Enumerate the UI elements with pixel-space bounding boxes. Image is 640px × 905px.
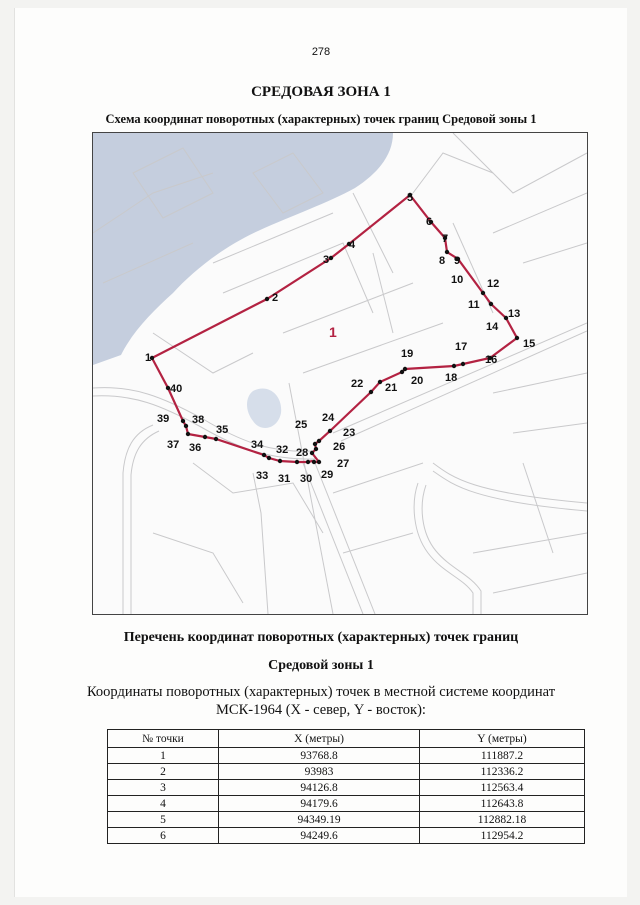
cell-y: 112954.2	[420, 828, 585, 844]
point-label: 11	[468, 299, 480, 311]
point-label: 36	[189, 442, 202, 454]
point-label: 39	[157, 413, 170, 425]
point-label: 23	[343, 427, 356, 439]
point-marker	[369, 390, 373, 394]
cell-y: 112563.4	[420, 780, 585, 796]
page-title: СРЕДОВАЯ ЗОНА 1	[251, 84, 391, 100]
point-marker	[262, 453, 266, 457]
point-marker	[481, 291, 485, 295]
table-row	[108, 796, 585, 812]
point-marker	[265, 297, 269, 301]
table-row	[108, 764, 585, 780]
point-label: 30	[300, 473, 313, 485]
point-marker	[203, 435, 207, 439]
cell-x: 94126.8	[219, 780, 420, 796]
water-body	[93, 133, 393, 365]
point-label: 5	[407, 192, 414, 204]
point-label: 34	[251, 439, 264, 451]
scheme-subtitle: Схема координат поворотных (характерных) точек границ Средовой зоны 1	[105, 112, 537, 126]
point-label: 16	[485, 354, 498, 366]
cell-x: 93768.8	[219, 748, 420, 764]
point-marker	[306, 460, 310, 464]
cell-y: 112882.18	[420, 812, 585, 828]
point-marker	[184, 424, 188, 428]
point-marker	[317, 439, 321, 443]
cell-point: 5	[108, 812, 219, 828]
cell-point: 3	[108, 780, 219, 796]
point-label: 38	[192, 414, 205, 426]
point-label: 22	[351, 378, 364, 390]
point-label: 19	[401, 348, 414, 360]
boundary-scheme-map	[92, 132, 588, 615]
point-label: 32	[276, 444, 289, 456]
point-marker	[314, 447, 318, 451]
point-label: 35	[216, 424, 229, 436]
point-marker	[515, 336, 519, 340]
cell-point: 6	[108, 828, 219, 844]
point-marker	[186, 432, 190, 436]
map-svg	[93, 133, 587, 614]
point-marker	[489, 302, 493, 306]
cell-point: 1	[108, 748, 219, 764]
point-marker	[452, 364, 456, 368]
zone-number-label: 1	[329, 324, 337, 340]
point-label: 29	[321, 469, 334, 481]
cell-y: 111887.2	[420, 748, 585, 764]
point-marker	[181, 419, 185, 423]
point-label: 9	[454, 255, 461, 267]
point-label: 8	[439, 255, 446, 267]
point-label: 12	[487, 278, 500, 290]
table-row	[108, 748, 585, 764]
point-label: 2	[272, 292, 279, 304]
point-label: 17	[455, 341, 468, 353]
table-header-row	[108, 730, 585, 748]
point-marker	[461, 362, 465, 366]
cell-x: 93983	[219, 764, 420, 780]
point-label: 13	[508, 308, 521, 320]
point-marker	[267, 456, 271, 460]
cell-y: 112336.2	[420, 764, 585, 780]
point-label: 26	[333, 441, 346, 453]
cell-y: 112643.8	[420, 796, 585, 812]
point-label: 28	[296, 447, 309, 459]
coordinates-list-title: Перечень координат поворотных (характерных) точек границ	[123, 630, 519, 645]
point-label: 33	[256, 470, 269, 482]
point-label: 20	[411, 375, 424, 387]
page-number: 278	[311, 46, 331, 58]
point-label: 10	[451, 274, 464, 286]
point-label: 31	[278, 473, 291, 485]
table-row	[108, 780, 585, 796]
column-header-y: Y (метры)	[420, 730, 585, 748]
table-row	[108, 812, 585, 828]
point-marker	[310, 451, 314, 455]
coordinates-table	[107, 729, 585, 844]
cell-x: 94179.6	[219, 796, 420, 812]
pond	[247, 388, 281, 428]
column-header-x: X (метры)	[219, 730, 420, 748]
point-marker	[312, 460, 316, 464]
point-marker	[214, 437, 218, 441]
point-label: 21	[385, 382, 398, 394]
point-marker	[329, 256, 333, 260]
coordinates-intro	[15, 683, 627, 719]
cell-x: 94249.6	[219, 828, 420, 844]
point-label: 4	[349, 239, 356, 251]
point-label: 24	[322, 412, 335, 424]
point-label: 15	[523, 338, 536, 350]
point-marker	[328, 429, 332, 433]
point-marker	[378, 380, 382, 384]
point-label: 1	[145, 352, 152, 364]
point-label: 7	[442, 233, 449, 245]
point-marker	[400, 370, 404, 374]
document-page	[14, 8, 627, 897]
point-label: 40	[170, 383, 183, 395]
point-label: 37	[167, 439, 180, 451]
point-marker	[278, 459, 282, 463]
cell-point: 2	[108, 764, 219, 780]
coordinates-intro-line: МСК-1964 (X - север, Y - восток):	[216, 702, 426, 718]
point-label: 18	[445, 372, 458, 384]
point-marker	[317, 460, 321, 464]
column-header-point: № точки	[108, 730, 219, 748]
table-row	[108, 828, 585, 844]
point-label: 3	[323, 254, 330, 266]
coordinates-intro-line: Координаты поворотных (характерных) точек в местной системе координат	[86, 684, 556, 700]
point-marker	[313, 442, 317, 446]
coordinates-list-zone: Средовой зоны 1	[268, 658, 374, 673]
point-marker	[295, 460, 299, 464]
point-marker	[445, 250, 449, 254]
point-label: 27	[337, 458, 350, 470]
cell-point: 4	[108, 796, 219, 812]
point-label: 25	[295, 419, 308, 431]
point-label: 6	[426, 216, 433, 228]
cell-x: 94349.19	[219, 812, 420, 828]
point-label: 14	[486, 321, 499, 333]
